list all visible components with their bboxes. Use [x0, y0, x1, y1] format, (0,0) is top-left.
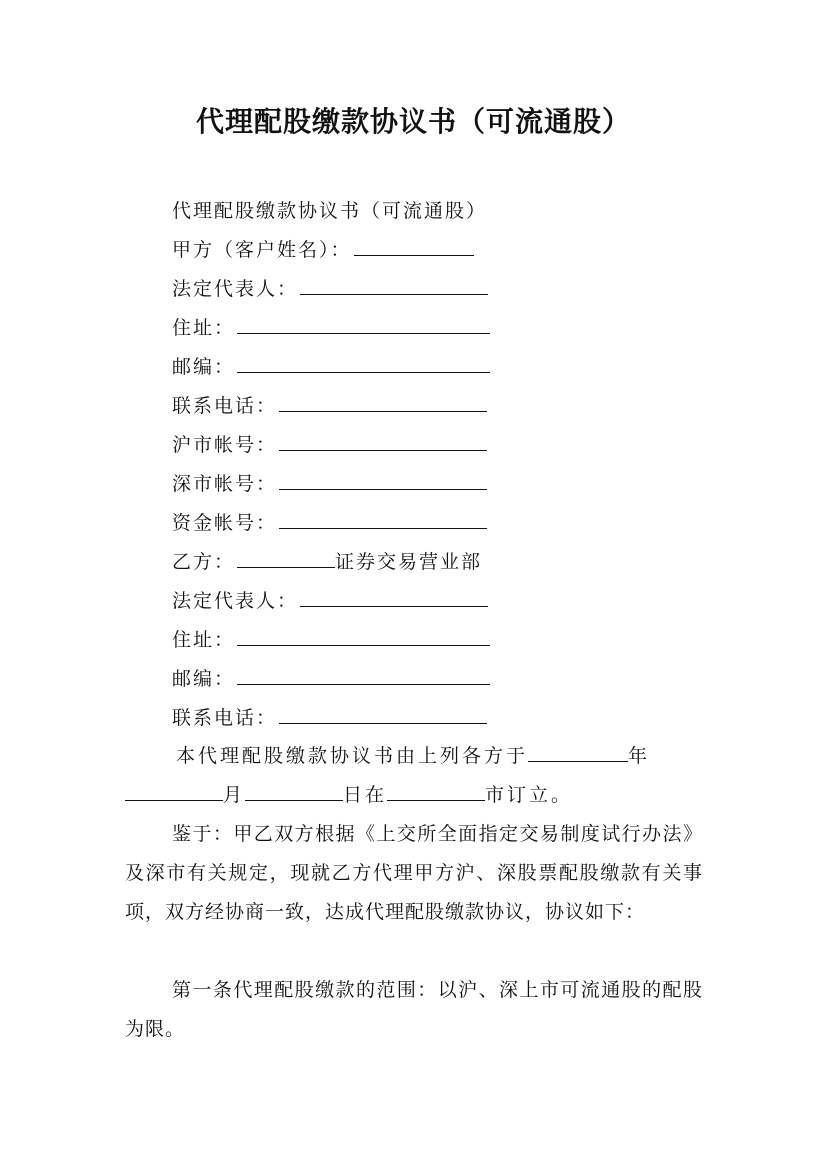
signing-text: 本代理配股缴款协议书由上列各方于	[176, 745, 529, 767]
party-a-label: 甲方（客户姓名）：	[172, 239, 352, 261]
party-b-label: 乙方：	[172, 551, 236, 573]
signing-year: 年	[628, 745, 651, 767]
party-a-name-line	[172, 235, 474, 265]
party-a-legal-rep-label: 法定代表人：	[172, 278, 299, 300]
signing-city-blank	[387, 782, 485, 801]
signing-month: 月	[223, 784, 246, 806]
party-a-sz-account-blank	[279, 471, 487, 490]
party-b-legal-rep-line	[172, 586, 488, 616]
party-b-address-line	[172, 625, 490, 655]
party-b-postcode-blank	[237, 666, 490, 685]
signing-city-suffix: 市订立。	[485, 784, 574, 806]
party-a-postcode-line	[172, 352, 490, 382]
document-subtitle: 代理配股缴款协议书（可流通股）	[172, 200, 488, 222]
party-a-sz-account-label: 深市帐号：	[172, 473, 278, 495]
party-a-sz-account-line	[172, 469, 487, 499]
party-a-phone-blank	[279, 393, 487, 412]
signing-paragraph	[125, 737, 703, 815]
article-1-paragraph: 第一条代理配股缴款的范围：以沪、深上市可流通股的配股为限。	[125, 979, 703, 1040]
party-b-phone-line	[172, 703, 487, 733]
party-b-address-label: 住址：	[172, 629, 236, 651]
signing-day-blank	[245, 782, 343, 801]
party-a-legal-rep-blank	[300, 276, 488, 295]
signing-day-at: 日在	[343, 784, 388, 806]
party-a-address-blank	[237, 315, 490, 334]
party-b-name-line	[172, 547, 482, 577]
party-b-label-suffix: 证券交易营业部	[335, 551, 483, 573]
party-a-postcode-label: 邮编：	[172, 356, 236, 378]
document-title: 代理配股缴款协议书（可流通股）	[195, 105, 631, 138]
party-b-postcode-line	[172, 664, 490, 694]
party-b-legal-rep-blank	[300, 588, 488, 607]
signing-year-blank	[528, 743, 628, 762]
party-a-phone-line	[172, 391, 487, 421]
party-a-sh-account-line	[172, 430, 487, 460]
party-b-phone-blank	[279, 705, 487, 724]
party-b-legal-rep-label: 法定代表人：	[172, 590, 299, 612]
party-a-postcode-blank	[237, 354, 490, 373]
party-a-fund-account-blank	[279, 510, 487, 529]
party-a-phone-label: 联系电话：	[172, 395, 278, 417]
party-a-address-line	[172, 313, 490, 343]
party-b-address-blank	[237, 627, 490, 646]
party-a-legal-rep-line	[172, 274, 488, 304]
signing-month-blank	[125, 782, 223, 801]
party-a-fund-account-label: 资金帐号：	[172, 512, 278, 534]
whereas-paragraph: 鉴于：甲乙双方根据《上交所全面指定交易制度试行办法》及深市有关规定，现就乙方代理甲方沪、深股票配股缴款有关事项，双方经协商一致，达成代理配股缴款协议，协议如下：	[125, 823, 703, 923]
party-a-sh-account-blank	[279, 432, 487, 451]
party-b-postcode-label: 邮编：	[172, 668, 236, 690]
party-a-sh-account-label: 沪市帐号：	[172, 434, 278, 456]
party-a-address-label: 住址：	[172, 317, 236, 339]
party-b-phone-label: 联系电话：	[172, 707, 278, 729]
party-a-name-blank	[354, 237, 474, 256]
party-a-fund-account-line	[172, 508, 487, 538]
party-b-name-blank	[237, 549, 335, 568]
